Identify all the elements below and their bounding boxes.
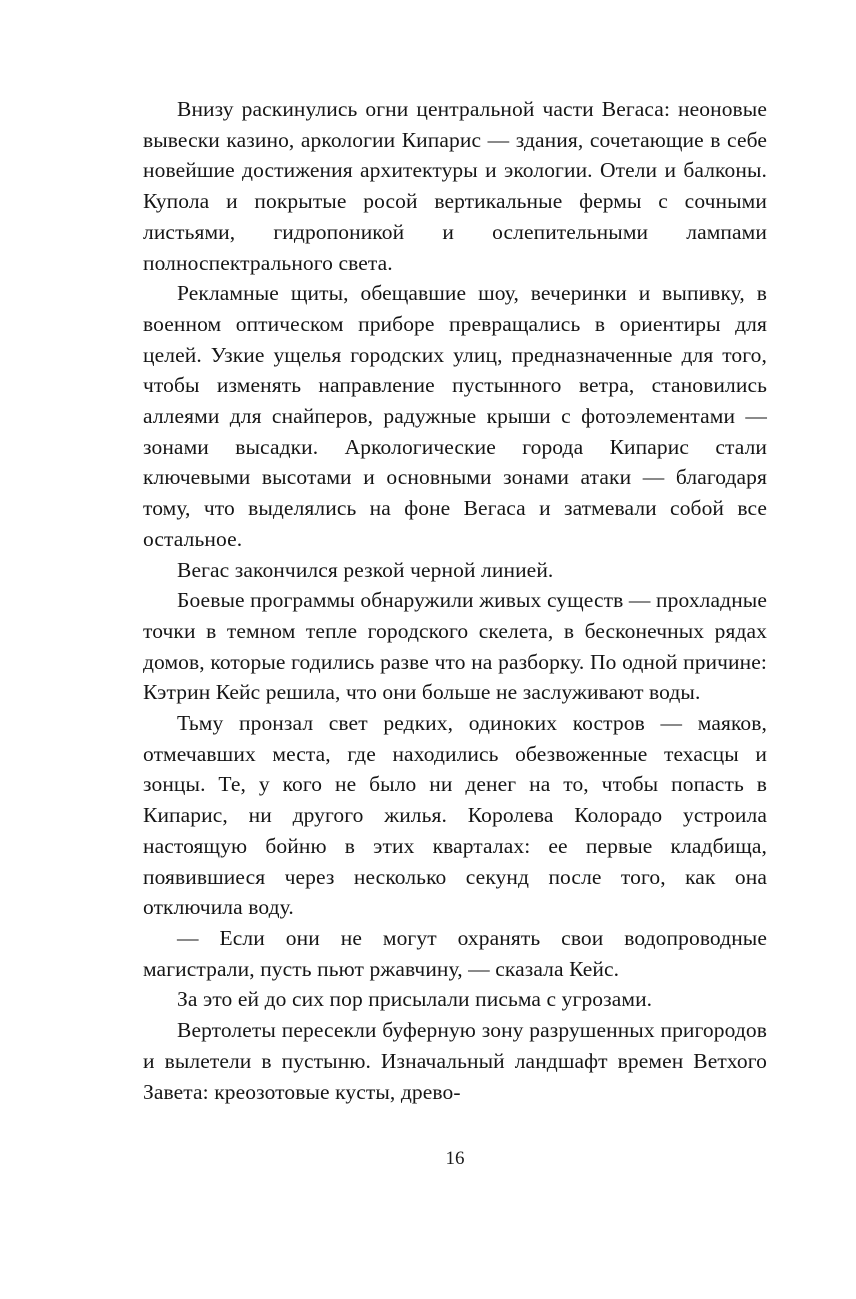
paragraph: Тьму пронзал свет редких, одиноких костров — маяков, отмечавших места, где находились обезвоженные техасцы и зонцы. Те, у кого не было ни денег на то, чтобы попасть в Кипарис, ни другого жилья. Королева Колорадо устроила настоящую бойню в этих кварталах: ее первые кладбища, появившиеся через несколько секунд после того, как она отключила воду. [143,711,767,920]
page-number: 16 [445,1148,465,1169]
paragraph: Вертолеты пересекли буферную зону разрушенных пригородов и вылетели в пустыню. Изначальный ландшафт времен Ветхого Завета: креозотовые кусты, древо- [143,1018,767,1104]
paragraph: Внизу раскинулись огни центральной части Вегаса: неоновые вывески казино, аркологии Кипарис — здания, сочетающие в себе новейшие достижения архитектуры и экологии. Отели и балконы. Купола и покрытые росой вертикальные фермы с сочными листьями, гидропоникой и ослепительными лампами полноспектрального света. [143,97,767,275]
text-block [143,94,767,1107]
paragraph: Рекламные щиты, обещавшие шоу, вечеринки и выпивку, в военном оптическом приборе превращались в ориентиры для целей. Узкие ущелья городских улиц, предназначенные для того, чтобы изменять направление пустынного ветра, становились аллеями для снайперов, радужные крыши с фотоэлементами — зонами высадки. Аркологические города Кипарис стали ключевыми высотами и основными зонами атаки — благодаря тому, что выделялись на фоне Вегаса и затмевали собой все остальное. [143,281,767,551]
paragraph: Вегас закончился резкой черной линией. [177,557,554,582]
paragraph: — Если они не могут охранять свои водопроводные магистрали, пусть пьют ржавчину, — сказала Кейс. [143,925,767,981]
paragraph: За это ей до сих пор присылали письма с угрозами. [177,987,653,1012]
paragraph: Боевые программы обнаружили живых существ — прохладные точки в темном тепле городского скелета, в бесконечных рядах домов, которые годились разве что на разборку. По одной причине: Кэтрин Кейс решила, что они больше не заслуживают воды. [143,588,767,705]
